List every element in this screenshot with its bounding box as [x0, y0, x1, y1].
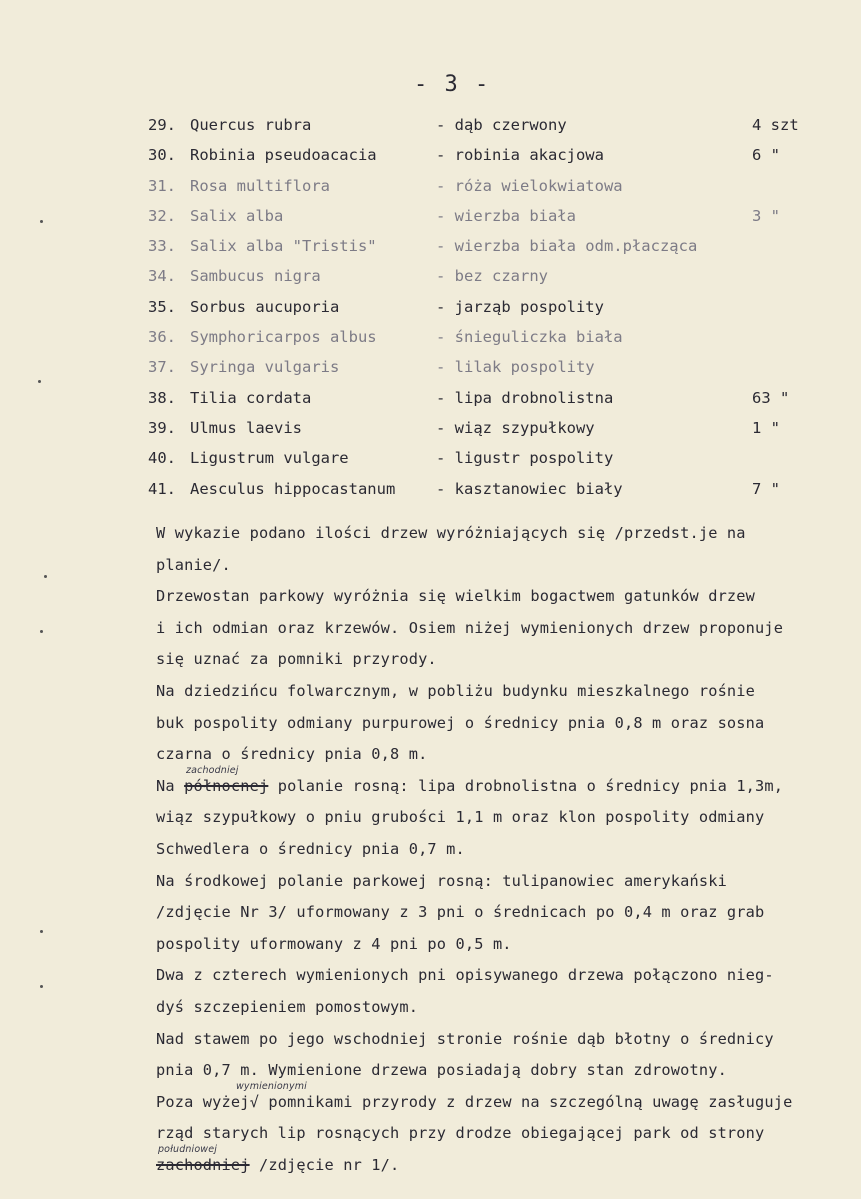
margin-mark: [40, 630, 43, 633]
species-number: 34.: [148, 267, 176, 286]
polish-name: - lilak pospolity: [436, 358, 595, 377]
tree-count: 3 ": [752, 206, 780, 225]
margin-mark: [44, 575, 47, 578]
species-number: 38.: [148, 388, 176, 407]
tree-count: 6 ": [752, 146, 780, 165]
margin-mark: [40, 985, 43, 988]
species-row: [148, 203, 828, 233]
species-row: [148, 354, 828, 384]
tree-count: 1 ": [752, 418, 780, 437]
latin-name: Sorbus aucuporia: [190, 297, 340, 316]
prose-line: Dwa z czterech wymienionych pni opisywanego drzewa połączono nieg-: [156, 966, 774, 985]
prose-line: rząd starych lip rosnących przy drodze obiegającej park od strony: [156, 1124, 765, 1143]
species-row: [148, 263, 828, 293]
latin-name: Salix alba: [190, 206, 284, 225]
species-number: 31.: [148, 176, 176, 195]
prose-line: czarna o średnicy pnia 0,8 m.: [156, 745, 428, 764]
species-number: 33.: [148, 237, 176, 256]
prose-fragment: Poza wyżej: [156, 1092, 250, 1111]
polish-name: - dąb czerwony: [436, 116, 567, 134]
species-number: 30.: [148, 146, 176, 165]
handwritten-correction: południowej: [158, 1143, 217, 1155]
polish-name: - bez czarny: [436, 267, 548, 286]
latin-name: Tilia cordata: [190, 388, 312, 407]
species-row: [148, 142, 828, 172]
polish-name: - śnieguliczka biała: [436, 328, 623, 347]
polish-name: - kasztanowiec biały: [436, 479, 623, 498]
species-list: [148, 112, 828, 506]
handwritten-insertion: wymienionymi: [236, 1080, 307, 1092]
prose-line: pnia 0,7 m. Wymienione drzewa posiadają dobry stan zdrowotny.: [156, 1061, 727, 1080]
polish-name: - lipa drobnolistna: [436, 388, 614, 407]
species-row: [148, 415, 828, 445]
prose-line: pospolity uformowany z 4 pni po 0,5 m.: [156, 934, 512, 953]
species-row: [148, 173, 828, 203]
margin-mark: [40, 220, 43, 223]
prose-line: [156, 764, 856, 805]
prose-line: Na środkowej polanie parkowej rosną: tulipanowiec amerykański: [156, 871, 727, 890]
species-number: 39.: [148, 418, 176, 437]
prose-line: /zdjęcie Nr 3/ uformowany z 3 pni o średnicach po 0,4 m oraz grab: [156, 903, 765, 922]
species-number: 41.: [148, 479, 176, 498]
polish-name: - jarząb pospolity: [436, 297, 604, 316]
latin-name: Aesculus hippocastanum: [190, 479, 396, 498]
polish-name: - ligustr pospolity: [436, 449, 614, 468]
species-number: 35.: [148, 297, 176, 316]
polish-name: - wiąz szypułkowy: [436, 418, 595, 437]
latin-name: Ulmus laevis: [190, 418, 302, 437]
species-row: [148, 445, 828, 475]
tree-count: 4 szt: [752, 116, 799, 134]
prose-line: [156, 1143, 856, 1184]
prose-line: Schwedlera o średnicy pnia 0,7 m.: [156, 839, 465, 858]
polish-name: - róża wielokwiatowa: [436, 176, 623, 195]
prose-fragment: Na: [156, 776, 185, 795]
insertion-mark: √: [249, 1092, 259, 1111]
species-number: 40.: [148, 449, 176, 468]
polish-name: - wierzba biała: [436, 206, 576, 225]
struck-word: zachodniej: [156, 1155, 250, 1174]
prose-line: planie/.: [156, 555, 231, 574]
tree-count: 63 ": [752, 388, 790, 407]
margin-mark: [40, 930, 43, 933]
latin-name: Rosa multiflora: [190, 176, 330, 195]
prose-line: Drzewostan parkowy wyróżnia się wielkim bogactwem gatunków drzew: [156, 587, 756, 606]
species-number: 32.: [148, 206, 176, 225]
prose-line: się uznać za pomniki przyrody.: [156, 650, 437, 669]
species-row: [148, 233, 828, 263]
species-row: [148, 385, 828, 415]
tree-count: 7 ": [752, 479, 780, 498]
handwritten-correction: zachodniej: [186, 764, 239, 776]
latin-name: Salix alba "Tristis": [190, 237, 377, 256]
page-number: - 3 -: [414, 72, 491, 97]
latin-name: Sambucus nigra: [190, 267, 321, 286]
prose-fragment: pomnikami przyrody z drzew na szczególną uwagę zasługuje: [258, 1092, 793, 1111]
prose-line: buk pospolity odmiany purpurowej o średnicy pnia 0,8 m oraz sosna: [156, 713, 765, 732]
prose-fragment: /zdjęcie nr 1/.: [249, 1155, 400, 1174]
species-row: [148, 476, 828, 506]
struck-word: północnej: [184, 776, 269, 795]
polish-name: - robinia akacjowa: [436, 146, 604, 165]
prose-fragment: polanie rosną: lipa drobnolistna o średnicy pnia 1,3m,: [268, 776, 784, 795]
species-number: 37.: [148, 358, 176, 377]
latin-name: Ligustrum vulgare: [190, 449, 349, 468]
latin-name: Symphoricarpos albus: [190, 328, 377, 347]
polish-name: - wierzba biała odm.płacząca: [436, 237, 698, 256]
species-row: [148, 112, 828, 142]
prose-line: W wykazie podano ilości drzew wyróżniających się /przedst.je na: [156, 524, 746, 542]
latin-name: Robinia pseudoacacia: [190, 146, 377, 165]
prose-line: wiąz szypułkowy o pniu grubości 1,1 m oraz klon pospolity odmiany: [156, 808, 765, 827]
margin-mark: [38, 380, 41, 383]
species-number: 29.: [148, 116, 176, 134]
species-row: [148, 324, 828, 354]
prose-line: dyś szczepieniem pomostowym.: [156, 997, 419, 1016]
latin-name: Quercus rubra: [190, 116, 312, 134]
latin-name: Syringa vulgaris: [190, 358, 340, 377]
prose-line: i ich odmian oraz krzewów. Osiem niżej wymienionych drzew proponuje: [156, 618, 784, 637]
prose-text: [156, 520, 856, 1183]
prose-line: [156, 1080, 856, 1121]
prose-line: Na dziedzińcu folwarcznym, w pobliżu budynku mieszkalnego rośnie: [156, 681, 756, 700]
prose-line: Nad stawem po jego wschodniej stronie rośnie dąb błotny o średnicy: [156, 1029, 774, 1048]
species-number: 36.: [148, 328, 176, 347]
species-row: [148, 294, 828, 324]
